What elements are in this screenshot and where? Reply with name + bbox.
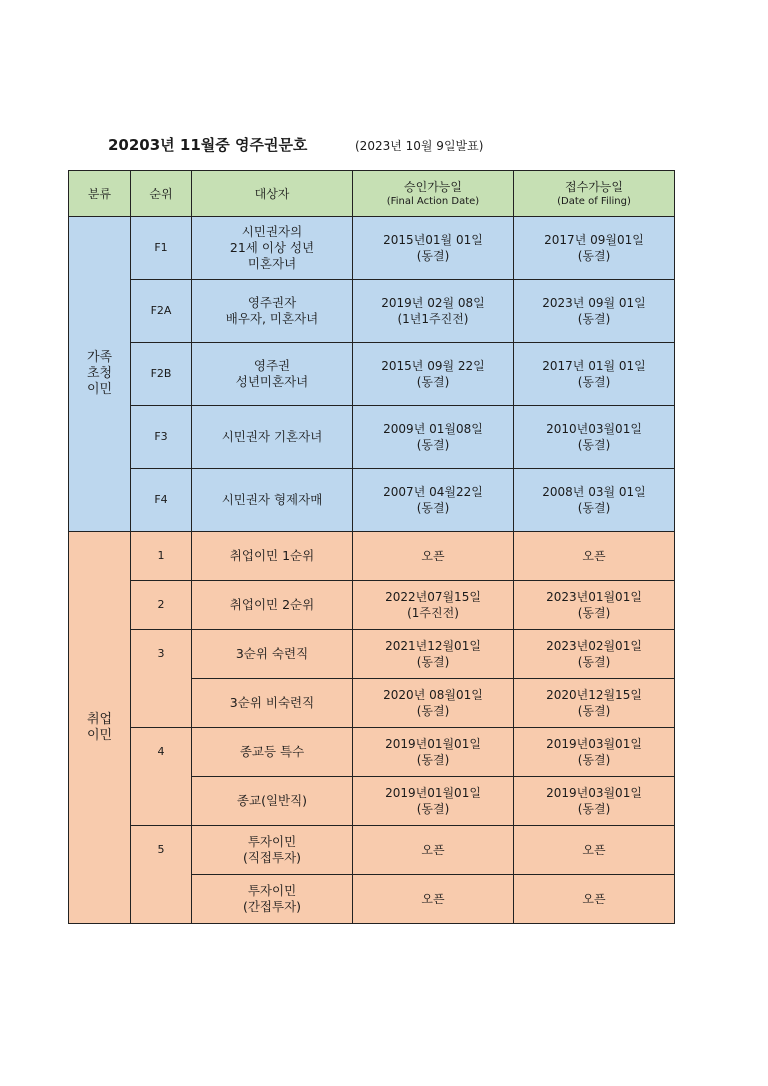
table-row: [69, 217, 675, 280]
target-cell: 시민권자 기혼자녀: [192, 406, 353, 469]
table-row: [69, 280, 675, 343]
filing-cell: 오픈: [514, 532, 675, 581]
filing-cell: 2017년 09월01일 (동결): [514, 217, 675, 280]
rank-cell: F2B: [131, 343, 192, 406]
rank-cell: F2A: [131, 280, 192, 343]
final-action-cell: 2019년 02월 08일 (1년1주진전): [353, 280, 514, 343]
target-cell: 투자이민 (직접투자): [192, 826, 353, 875]
filing-cell: 2023년02월01일 (동결): [514, 630, 675, 679]
filing-cell: 오픈: [514, 875, 675, 924]
final-action-cell: 2022년07월15일 (1주진전): [353, 581, 514, 630]
final-action-cell: 2009년 01월08일 (동결): [353, 406, 514, 469]
target-cell: 취업이민 2순위: [192, 581, 353, 630]
visa-bulletin-table: [68, 170, 675, 924]
final-action-cell: 오픈: [353, 826, 514, 875]
target-cell: 영주권 성년미혼자녀: [192, 343, 353, 406]
rank-cell: 1: [131, 532, 192, 581]
filing-cell: 2020년12월15일 (동결): [514, 679, 675, 728]
header-target: 대상자: [192, 171, 353, 217]
filing-cell: 오픈: [514, 826, 675, 875]
table-row: [69, 826, 675, 875]
final-action-cell: 2015년 09월 22일 (동결): [353, 343, 514, 406]
final-action-cell: 2021년12월01일 (동결): [353, 630, 514, 679]
final-action-cell: 2007년 04월22일 (동결): [353, 469, 514, 532]
target-cell: 시민권자 형제자매: [192, 469, 353, 532]
table-row: [69, 532, 675, 581]
final-action-cell: 2019년01월01일 (동결): [353, 728, 514, 777]
filing-cell: 2010년03월01일 (동결): [514, 406, 675, 469]
target-cell: 영주권자 배우자, 미혼자녀: [192, 280, 353, 343]
header-row: [69, 171, 675, 217]
table-row: [69, 343, 675, 406]
filing-cell: 2008년 03월 01일 (동결): [514, 469, 675, 532]
header-rank: 순위: [131, 171, 192, 217]
target-cell: 취업이민 1순위: [192, 532, 353, 581]
target-cell: 3순위 비숙련직: [192, 679, 353, 728]
header-category: 분류: [69, 171, 131, 217]
rank-cell: 5: [131, 826, 192, 924]
filing-cell: 2023년 09월 01일 (동결): [514, 280, 675, 343]
category-family: 가족 초청 이민: [69, 217, 131, 532]
final-action-cell: 오픈: [353, 532, 514, 581]
rank-cell: F1: [131, 217, 192, 280]
table-row: [69, 406, 675, 469]
header-final-action: [353, 171, 514, 217]
final-action-cell: 2019년01월01일 (동결): [353, 777, 514, 826]
table-row: [69, 581, 675, 630]
target-cell: 종교(일반직): [192, 777, 353, 826]
rank-cell: 4: [131, 728, 192, 826]
final-action-cell: 2015년01월 01일 (동결): [353, 217, 514, 280]
header-final-action-en: (Final Action Date): [386, 195, 480, 207]
target-cell: 3순위 숙련직: [192, 630, 353, 679]
header-filing-en: (Date of Filing): [557, 195, 631, 207]
rank-cell: F4: [131, 469, 192, 532]
title-row: [0, 134, 768, 158]
rank-cell: F3: [131, 406, 192, 469]
table-row: [69, 630, 675, 679]
page-title: 20203년 11월중 영주권문호: [108, 136, 308, 154]
target-cell: 투자이민 (간접투자): [192, 875, 353, 924]
header-filing-ko: 접수가능일: [565, 179, 623, 194]
header-final-action-ko: 승인가능일: [404, 179, 462, 194]
final-action-cell: 오픈: [353, 875, 514, 924]
category-employment: 취업 이민: [69, 532, 131, 924]
target-cell: 시민권자의 21세 이상 성년 미혼자녀: [192, 217, 353, 280]
filing-cell: 2023년01월01일 (동결): [514, 581, 675, 630]
target-cell: 종교등 특수: [192, 728, 353, 777]
filing-cell: 2019년03월01일 (동결): [514, 777, 675, 826]
filing-cell: 2017년 01월 01일 (동결): [514, 343, 675, 406]
final-action-cell: 2020년 08월01일 (동결): [353, 679, 514, 728]
header-filing: [514, 171, 675, 217]
table-row: [69, 728, 675, 777]
rank-cell: 3: [131, 630, 192, 728]
announcement-date: (2023년 10월 9일발표): [355, 139, 484, 153]
rank-cell: 2: [131, 581, 192, 630]
table-row: [69, 469, 675, 532]
filing-cell: 2019년03월01일 (동결): [514, 728, 675, 777]
